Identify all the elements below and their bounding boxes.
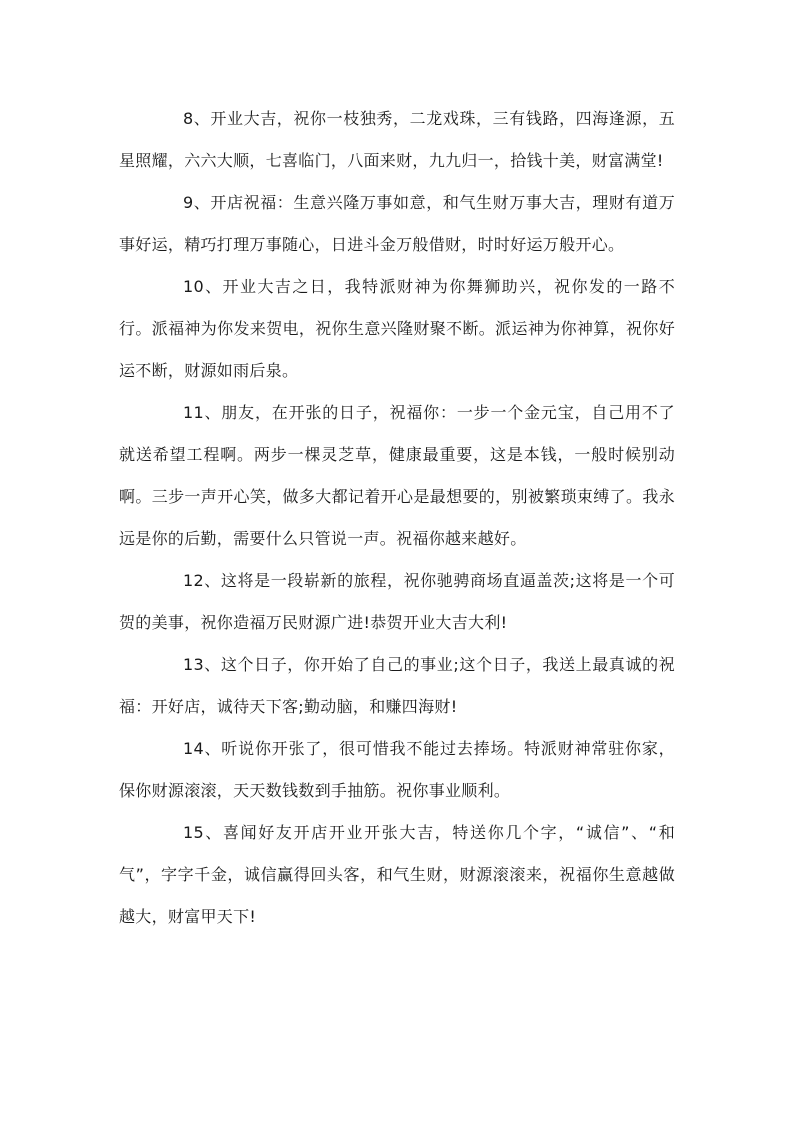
paragraph-15: 15、喜闻好友开店开业开张大吉，特送你几个字，“诚信”、“和气”，字字千金，诚信赢得回头客，和气生财，财源滚滚来，祝福你生意越做越大，财富甲天下! [119,823,675,926]
paragraph-8: 8、开业大吉，祝你一枝独秀，二龙戏珠，三有钱路，四海逢源，五星照耀，六六大顺，七喜临门，八面来财，九九归一，拾钱十美，财富满堂! [119,109,675,170]
paragraph-9: 9、开店祝福：生意兴隆万事如意，和气生财万事大吉，理财有道万事好运，精巧打理万事随心，日进斗金万般借财，时时好运万般开心。 [119,193,675,254]
document-body [119,98,675,938]
paragraph-13: 13、这个日子，你开始了自己的事业;这个日子，我送上最真诚的祝福：开好店，诚待天下客;勤动脑，和赚四海财! [119,655,675,716]
paragraph-11: 11、朋友，在开张的日子，祝福你：一步一个金元宝，自己用不了就送希望工程啊。两步一棵灵芝草，健康最重要，这是本钱，一般时候别动啊。三步一声开心笑，做多大都记着开心是最想要的，别被繁琐束缚了。我永远是你的后勤，需要什么只管说一声。祝福你越来越好。 [119,403,675,548]
paragraph-10: 10、开业大吉之日，我特派财神为你舞狮助兴，祝你发的一路不行。派福神为你发来贺电，祝你生意兴隆财聚不断。派运神为你神算，祝你好运不断，财源如雨后泉。 [119,277,675,380]
paragraph-14: 14、听说你开张了，很可惜我不能过去捧场。特派财神常驻你家，保你财源滚滚，天天数钱数到手抽筋。祝你事业顺利。 [119,739,675,800]
paragraph-12: 12、这将是一段崭新的旅程，祝你驰骋商场直逼盖茨;这将是一个可贺的美事，祝你造福万民财源广进!恭贺开业大吉大利! [119,571,675,632]
